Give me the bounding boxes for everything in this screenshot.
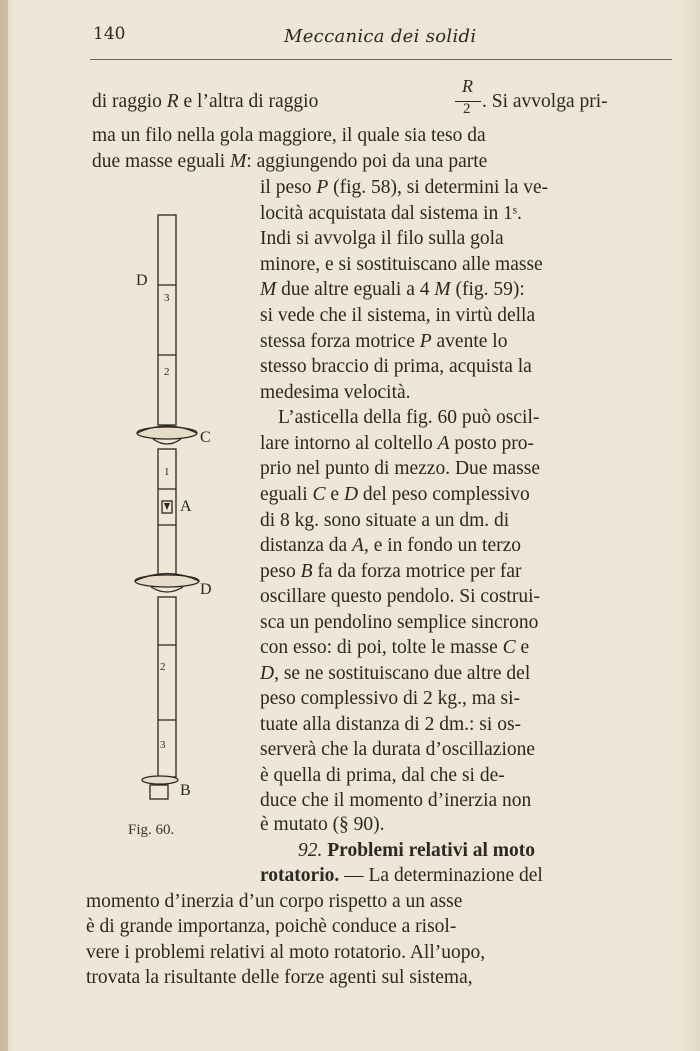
section-heading-92: 92. Problemi relativi al moto xyxy=(298,840,536,861)
text-line-8: M due altre eguali a 4 M (fig. 59): xyxy=(260,279,525,300)
figure-60-pendulum xyxy=(120,205,230,815)
text-line-35: trovata la risultante delle forze agenti sul sistema, xyxy=(86,967,473,988)
figure-caption: Fig. 60. xyxy=(128,822,175,838)
text-line-12: medesima velocità. xyxy=(260,382,411,403)
label-top-mark: D xyxy=(136,272,148,289)
label-B: B xyxy=(180,782,191,799)
scale-mark-1: 1 xyxy=(164,466,170,478)
text-line-25: tuate alla distanza di 2 dm.: si os- xyxy=(260,714,522,735)
text-line-29: è mutato (§ 90). xyxy=(260,814,385,835)
text-line-11: stesso braccio di prima, acquista la xyxy=(260,356,532,377)
text-line-7: minore, e si sostituiscano alle masse xyxy=(260,254,543,275)
text-line-15: prio nel punto di mezzo. Due masse xyxy=(260,458,540,479)
scale-mark-2-top: 2 xyxy=(164,366,170,378)
text-line-19: peso B fa da forza motrice per far xyxy=(260,561,522,582)
text-line-6: Indi si avvolga il filo sulla gola xyxy=(260,228,504,249)
text-line-26: serverà che la durata d’oscillazione xyxy=(260,739,536,760)
text-line-13: L’asticella della fig. 60 può oscil- xyxy=(278,407,540,428)
text-line-22: con esso: di poi, tolte le masse C e xyxy=(260,637,530,658)
text-line-27: è quella di prima, dal che si de- xyxy=(260,765,505,786)
text-line-34: vere i problemi relativi al moto rotatorio. All’uopo, xyxy=(86,942,486,963)
text-line-2: ma un filo nella gola maggiore, il quale sia teso da xyxy=(92,125,486,146)
text-line-23: D, se ne sostituiscano due altre del xyxy=(260,663,531,684)
text-line-21: sca un pendolino semplice sincrono xyxy=(260,612,539,633)
fraction-denominator: 2 xyxy=(463,101,471,117)
text-line-33: è di grande importanza, poichè conduce a risol- xyxy=(86,916,457,937)
text-line-18: distanza da A, e in fondo un terzo xyxy=(260,535,522,556)
text-line-10: stessa forza motrice P avente lo xyxy=(260,331,508,352)
text-line-1-end: . Si avvolga pri- xyxy=(482,91,608,112)
fraction-numerator: R xyxy=(462,76,473,96)
text-line-1: di raggio R e l’altra di raggio xyxy=(92,91,319,112)
text-line-24: peso complessivo di 2 kg., ma si- xyxy=(260,688,520,709)
text-line-14: lare intorno al coltello A posto pro- xyxy=(260,433,535,454)
header-rule xyxy=(90,59,672,60)
text-line-17: di 8 kg. sono situate a un dm. di xyxy=(260,510,510,531)
label-D: D xyxy=(200,581,212,598)
text-line-16: eguali C e D del peso complessivo xyxy=(260,484,530,505)
text-line-9: si vede che il sistema, in virtù della xyxy=(260,305,536,326)
text-line-31: rotatorio. — La determinazione del xyxy=(260,865,543,886)
label-C: C xyxy=(200,429,211,446)
text-line-3: due masse eguali M: aggiungendo poi da una parte xyxy=(92,151,488,172)
upper-rod xyxy=(158,215,176,425)
text-line-4: il peso P (fig. 58), si determini la ve- xyxy=(260,177,549,198)
text-line-5: locità acquistata dal sistema in 1ˢ. xyxy=(260,203,522,224)
text-line-28: duce che il momento d’inerzia non xyxy=(260,790,532,811)
page-edge xyxy=(0,0,8,1051)
weight-B xyxy=(142,776,178,784)
running-title: Meccanica dei solidi xyxy=(284,26,477,47)
scale-mark-3-top: 3 xyxy=(164,292,170,304)
knife-edge-mark xyxy=(164,503,170,510)
scale-mark-3-bottom: 3 xyxy=(160,739,166,751)
page-number: 140 xyxy=(93,24,126,44)
label-A: A xyxy=(180,498,192,515)
scale-mark-2-bottom: 2 xyxy=(160,661,166,673)
text-line-20: oscillare questo pendolo. Si costrui- xyxy=(260,586,540,607)
text-line-32: momento d’inerzia d’un corpo rispetto a un asse xyxy=(86,891,463,912)
